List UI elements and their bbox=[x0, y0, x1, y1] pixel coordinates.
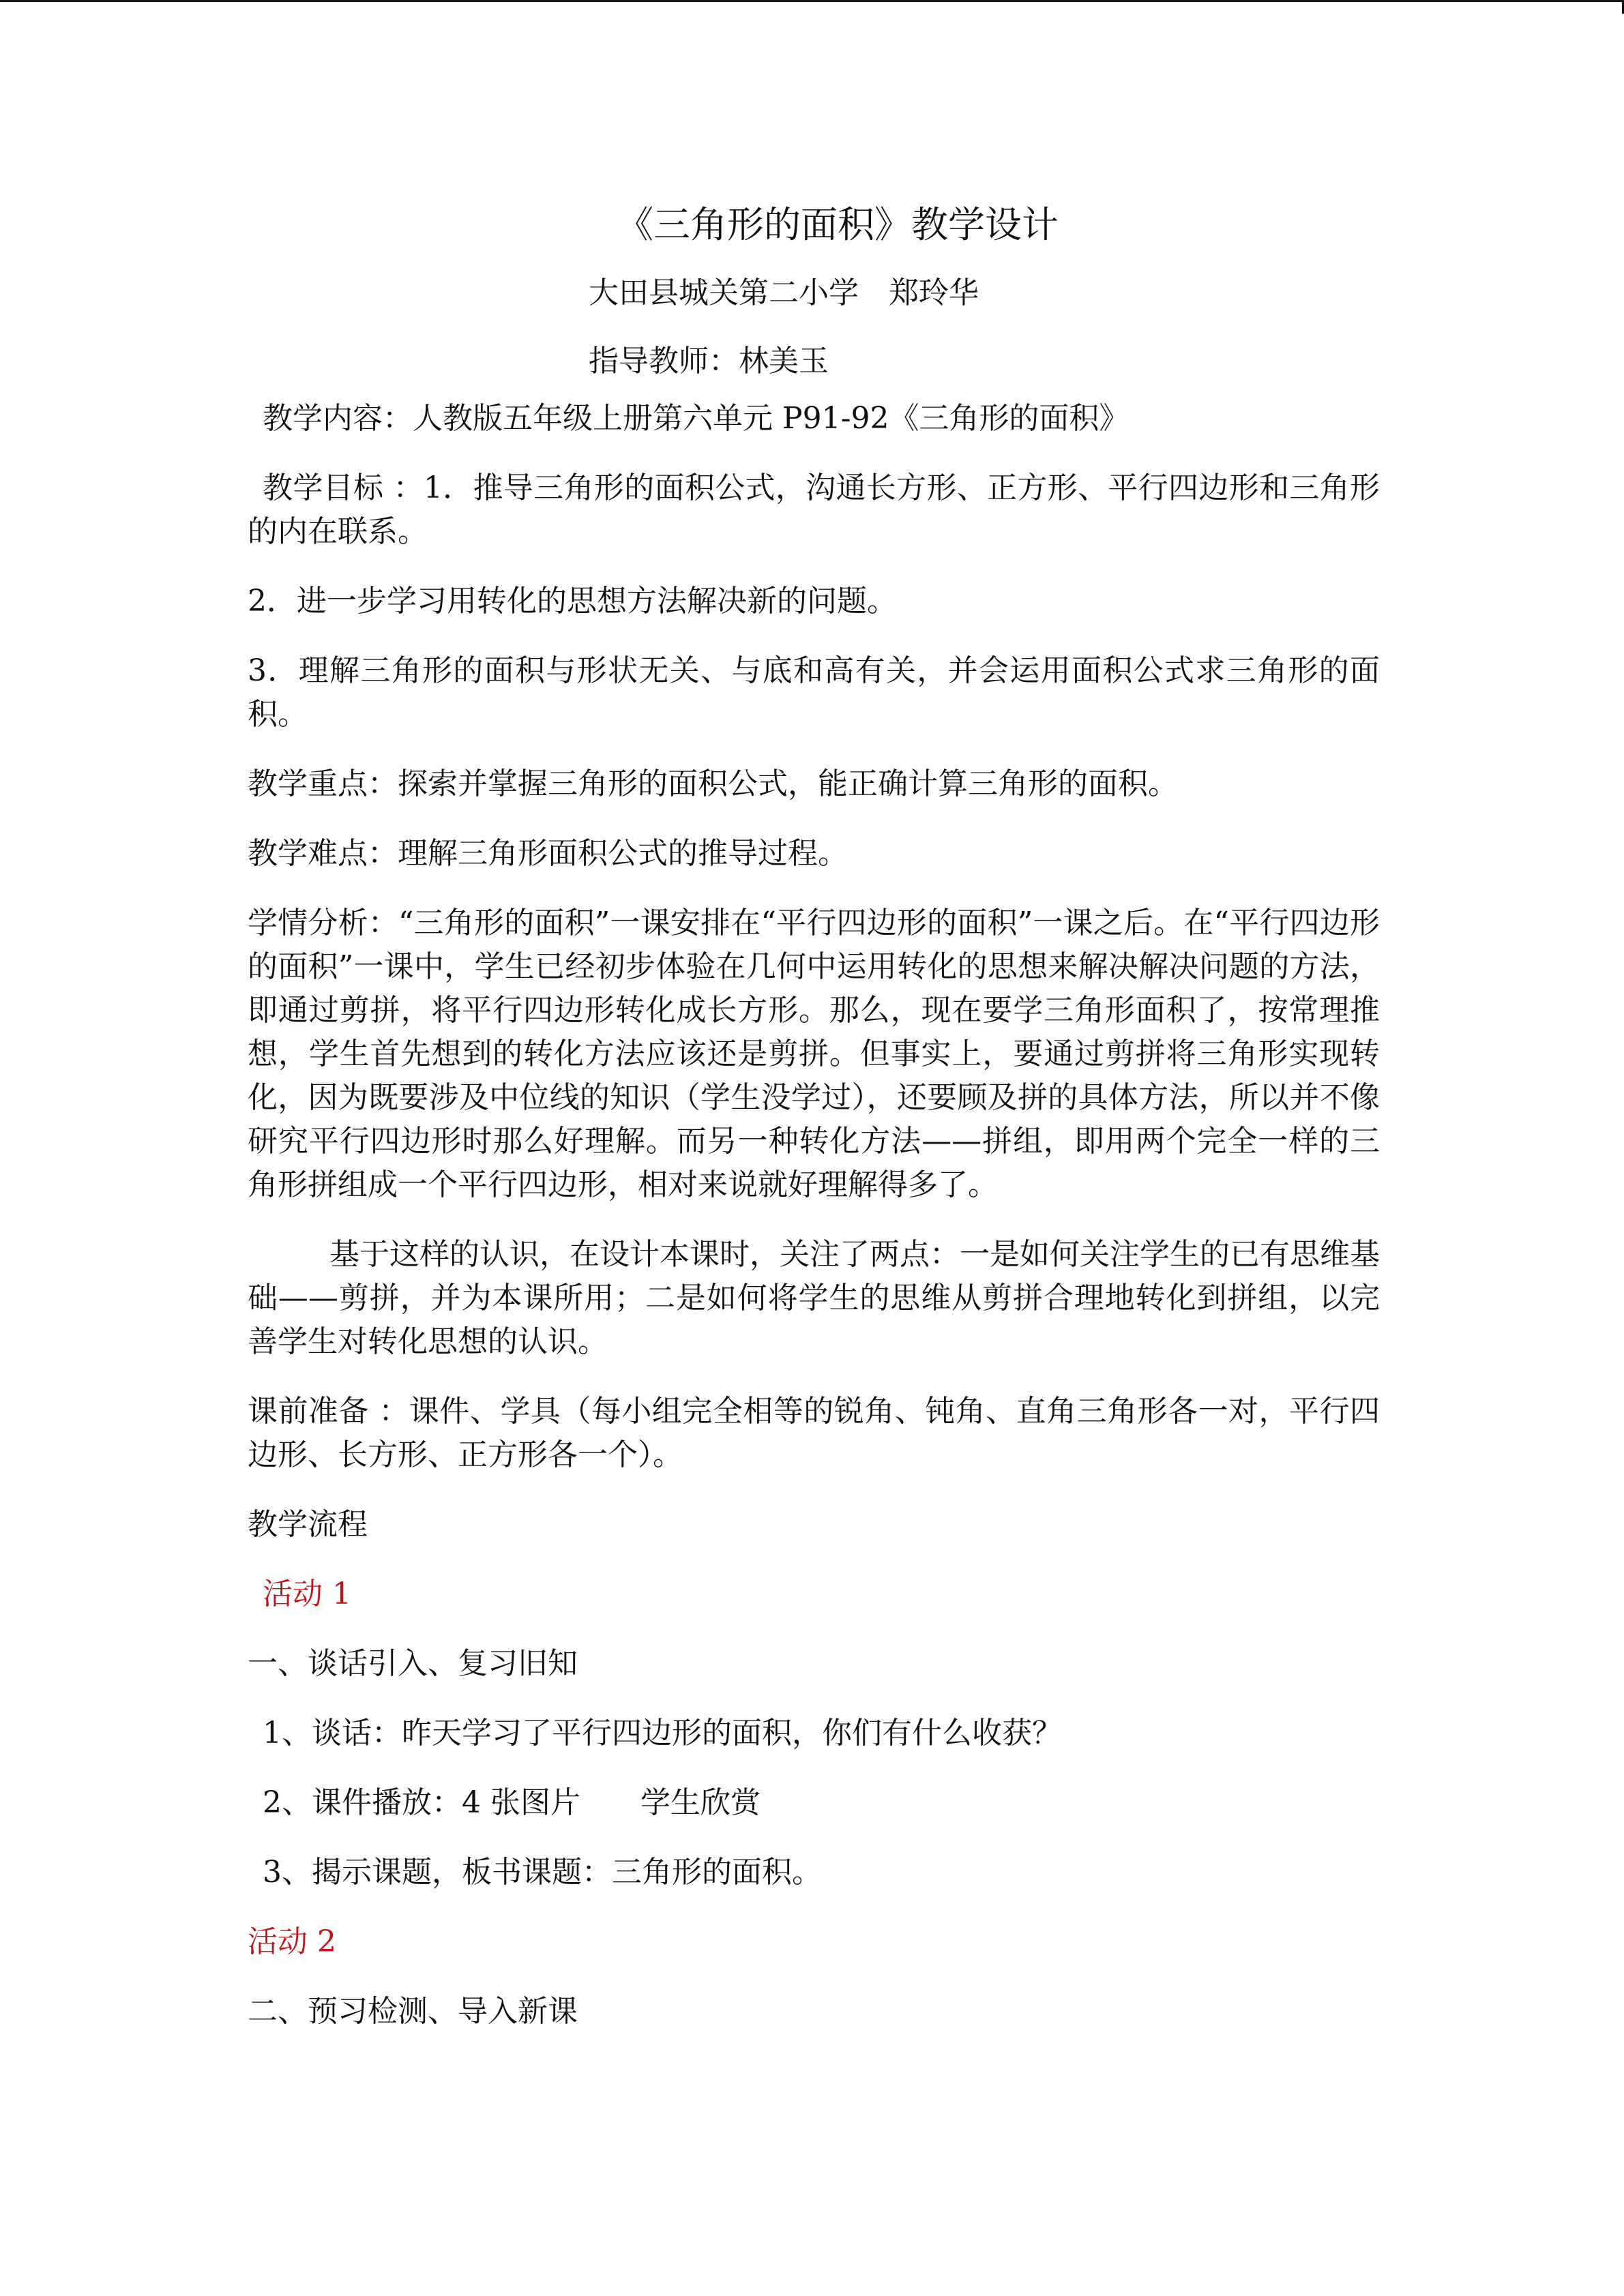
teaching-difficulty: 教学难点：理解三角形面积公式的推导过程。 bbox=[248, 836, 848, 871]
section-2-heading: 二、预习检测、导入新课 bbox=[248, 1994, 578, 2029]
teaching-content: 教学内容：人教版五年级上册第六单元 P91-92《三角形的面积》 bbox=[263, 401, 1130, 436]
document-body bbox=[248, 191, 1380, 2059]
instructor-line: 指导教师：林美玉 bbox=[589, 344, 829, 378]
step-1: 1、谈话：昨天学习了平行四边形的面积，你们有什么收获？ bbox=[263, 1716, 1062, 1750]
teaching-flow-heading: 教学流程 bbox=[248, 1507, 368, 1542]
teaching-goal-3: 3．理解三角形的面积与形状无关、与底和高有关，并会运用面积公式求三角形的面积。 bbox=[248, 653, 1380, 732]
activity-1-heading: 活动 1 bbox=[263, 1577, 351, 1611]
teaching-goal-1: 教学目标 ：1．推导三角形的面积公式，沟通长方形、正方形、平行四边形和三角形的内在联系。 bbox=[248, 471, 1380, 549]
learning-analysis: 学情分析：“三角形的面积”一课安排在“平行四边形的面积”一课之后。在“平行四边形的面积”一课中，学生已经初步体验在几何中运用转化的思想来解决解决问题的方法，即通过剪拼，将平行四边形转化成长方形。那么，现在要学三角形面积了，按常理推想，学生首先想到的转化方法应该还是剪拼。但事实上，要通过剪拼将三角形实现转化，因为既要涉及中位线的知识（学生没学过），还要顾及拼的具体方法，所以并不像研究平行四边形时那么好理解。而另一种转化方法——拼组，即用两个完全一样的三角形拼组成一个平行四边形，相对来说就好理解得多了。 bbox=[248, 906, 1380, 1202]
design-basis: 基于这样的认识，在设计本课时，关注了两点：一是如何关注学生的已有思维基础——剪拼，并为本课所用；二是如何将学生的思维从剪拼合理地转化到拼组，以完善学生对转化思想的认识。 bbox=[248, 1237, 1380, 1359]
teaching-goal-2: 2．进一步学习用转化的思想方法解决新的问题。 bbox=[248, 584, 897, 618]
section-1-heading: 一、谈话引入、复习旧知 bbox=[248, 1646, 578, 1681]
lesson-preparation: 课前准备 ：课件、学具（每小组完全相等的锐角、钝角、直角三角形各一对，平行四边形、长方形、正方形各一个）。 bbox=[248, 1394, 1380, 1472]
step-2: 2、课件播放：4 张图片 学生欣赏 bbox=[263, 1785, 761, 1820]
activity-2-heading: 活动 2 bbox=[248, 1924, 336, 1959]
author-line: 大田县城关第二小学 郑玲华 bbox=[589, 275, 979, 310]
teaching-key-point: 教学重点：探索并掌握三角形的面积公式，能正确计算三角形的面积。 bbox=[248, 766, 1178, 801]
step-3: 3、揭示课题，板书课题：三角形的面积。 bbox=[263, 1855, 822, 1890]
top-border-line bbox=[0, 0, 1624, 2]
document-title: 《三角形的面积》教学设计 bbox=[617, 203, 1059, 246]
